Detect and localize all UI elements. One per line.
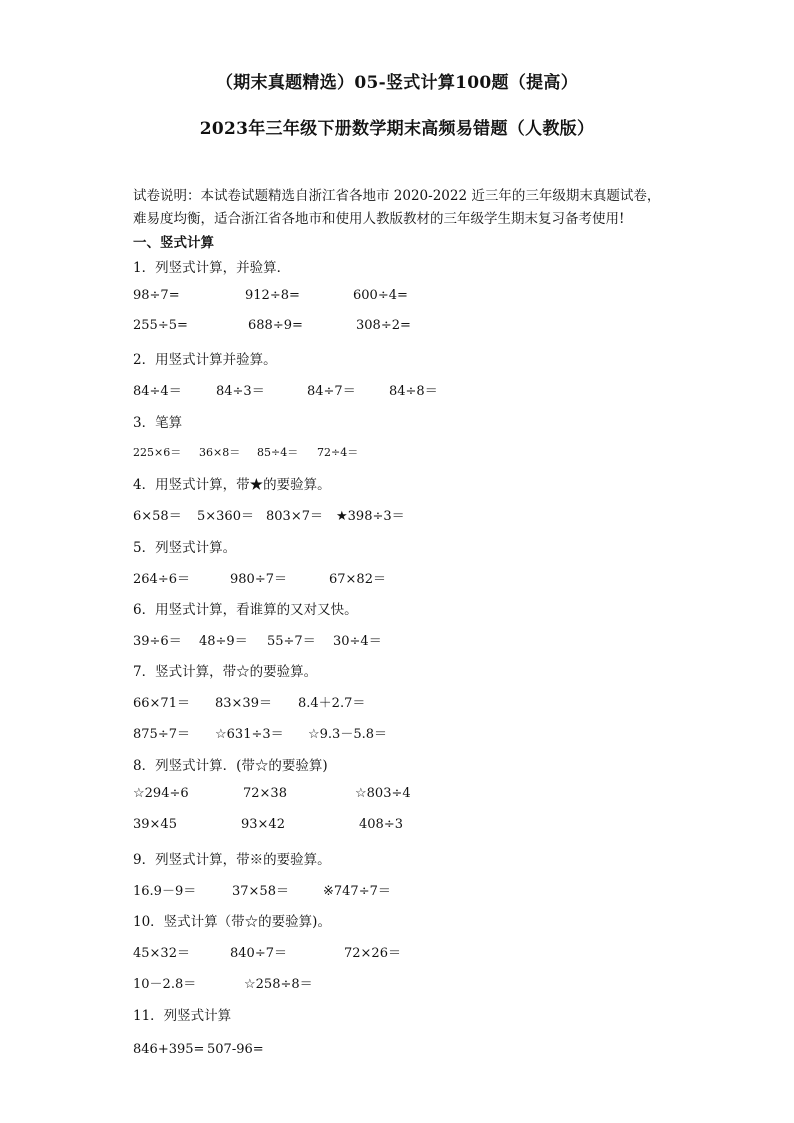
question-8-row-2 <box>133 817 693 837</box>
title-line-2: 2023年三年级下册数学期末高频易错题（人教版） <box>199 119 595 139</box>
expression: ☆9.3－5.8＝ <box>308 727 388 742</box>
question-7-row-1 <box>133 692 693 712</box>
instructions-line-2: 难易度均衡，适合浙江省各地市和使用人教版教材的三年级学生期末复习备考使用! <box>133 211 625 227</box>
question-9-row-1 <box>133 880 693 900</box>
question-2-row-1 <box>133 380 693 400</box>
expression: 66×71＝ <box>133 696 190 711</box>
expression: 803×7＝ <box>266 509 323 524</box>
question-1-row-2 <box>133 318 693 338</box>
question-8-prompt: 8．列竖式计算．(带☆的要验算) <box>133 758 328 774</box>
question-4-prompt: 4．用竖式计算，带★的要验算。 <box>133 477 331 493</box>
question-10-row-1 <box>133 942 693 962</box>
instructions-line-1: 试卷说明：本试卷试题精选自浙江省各地市 2020-2022 近三年的三年级期末真题试卷， <box>133 188 661 204</box>
expression: ☆803÷4 <box>355 786 411 801</box>
expression: 84÷3＝ <box>216 384 265 399</box>
expression: 37×58＝ <box>232 884 289 899</box>
expression: 98÷7= <box>133 288 180 303</box>
expression: 83×39＝ <box>215 696 272 711</box>
expression: 507-96= <box>207 1042 264 1057</box>
question-7-prompt: 7．竖式计算，带☆的要验算。 <box>133 664 318 680</box>
question-1-prompt: 1．列竖式计算，并验算． <box>133 260 291 276</box>
expression: 5×360＝ <box>197 509 254 524</box>
expression: 255÷5= <box>133 318 188 333</box>
title-line-1: （期末真题精选）05-竖式计算100题（提高） <box>215 73 579 93</box>
expression: 10－2.8＝ <box>133 977 197 992</box>
expression: 72÷4＝ <box>317 446 359 459</box>
question-3-row-1 <box>133 444 693 464</box>
question-9-prompt: 9．列竖式计算，带※的要验算。 <box>133 852 331 868</box>
expression: 72×26＝ <box>344 946 401 961</box>
expression: 84÷8＝ <box>389 384 438 399</box>
expression: 875÷7＝ <box>133 727 190 742</box>
question-1-row-1 <box>133 288 693 308</box>
expression: 225×6＝ <box>133 446 182 459</box>
question-6-row-1 <box>133 630 693 650</box>
test-instructions <box>133 185 663 231</box>
expression: 85÷4＝ <box>257 446 299 459</box>
expression: 980÷7＝ <box>230 572 287 587</box>
expression: ☆294÷6 <box>133 786 189 801</box>
question-3-prompt: 3．笔算 <box>133 415 183 431</box>
expression: 93×42 <box>241 817 285 832</box>
question-5-prompt: 5．列竖式计算。 <box>133 540 237 556</box>
expression: 264÷6＝ <box>133 572 190 587</box>
expression: 6×58＝ <box>133 509 182 524</box>
expression: 912÷8= <box>245 288 300 303</box>
question-5-row-1 <box>133 568 693 588</box>
question-8-row-1 <box>133 786 693 806</box>
section-heading: 一、竖式计算 <box>133 235 214 251</box>
expression: 84÷7＝ <box>307 384 356 399</box>
expression: 600÷4= <box>353 288 408 303</box>
question-2-prompt: 2．用竖式计算并验算。 <box>133 352 277 368</box>
expression: ★398÷3＝ <box>336 509 405 524</box>
question-4-row-1 <box>133 505 693 525</box>
expression: ☆258÷8＝ <box>244 977 313 992</box>
expression: 39÷6＝ <box>133 634 182 649</box>
question-11-row-1 <box>133 1042 693 1062</box>
question-10-row-2 <box>133 973 693 993</box>
expression: 308÷2= <box>356 318 411 333</box>
expression: 688÷9= <box>248 318 303 333</box>
expression: 840÷7＝ <box>230 946 287 961</box>
expression: 408÷3 <box>359 817 403 832</box>
expression: 84÷4＝ <box>133 384 182 399</box>
expression: 48÷9＝ <box>199 634 248 649</box>
expression: 45×32＝ <box>133 946 190 961</box>
expression: 16.9－9＝ <box>133 884 197 899</box>
expression: 30÷4＝ <box>333 634 382 649</box>
expression: 36×8＝ <box>199 446 241 459</box>
question-6-prompt: 6．用竖式计算，看谁算的又对又快。 <box>133 602 358 618</box>
question-11-prompt: 11．列竖式计算 <box>133 1008 232 1024</box>
expression: 72×38 <box>243 786 287 801</box>
expression: 55÷7＝ <box>267 634 316 649</box>
expression: 39×45 <box>133 817 177 832</box>
expression: 846+395= <box>133 1042 205 1057</box>
expression: 8.4＋2.7＝ <box>298 696 366 711</box>
question-10-prompt: 10．竖式计算（带☆的要验算)。 <box>133 914 331 930</box>
question-7-row-2 <box>133 723 693 743</box>
expression: 67×82＝ <box>329 572 386 587</box>
expression: ☆631÷3＝ <box>215 727 284 742</box>
expression: ※747÷7＝ <box>323 884 391 899</box>
